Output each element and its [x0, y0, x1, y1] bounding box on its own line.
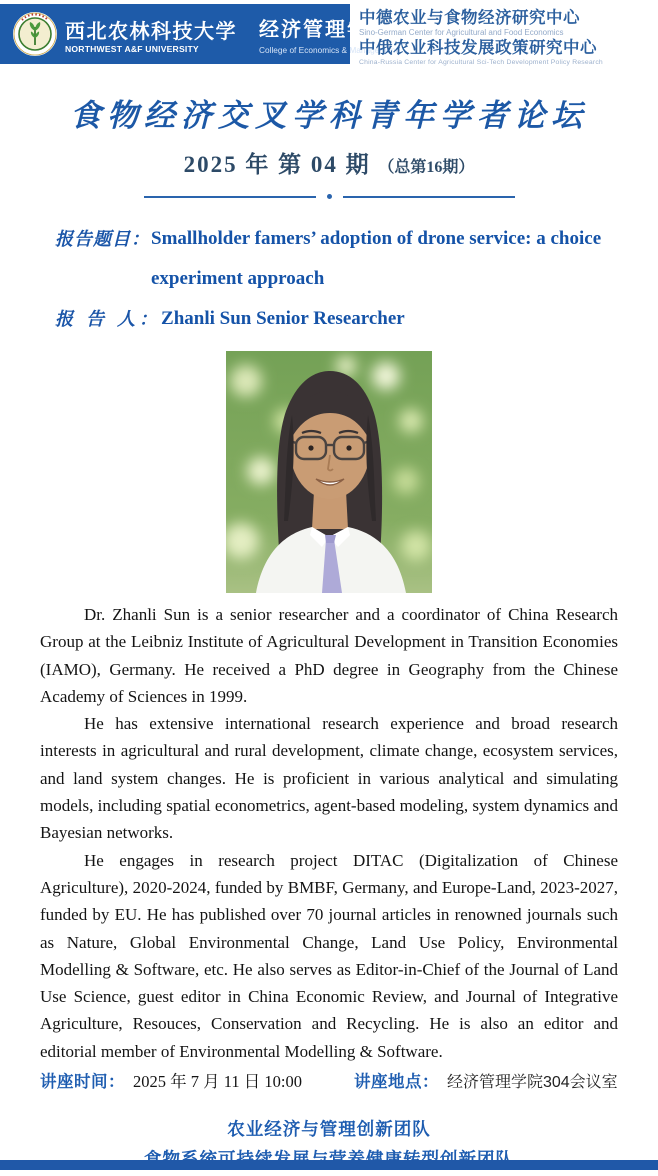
- center1-name-cn: 中德农业与食物经济研究中心: [359, 8, 580, 27]
- divider-line-left: [144, 196, 316, 198]
- research-centers-block: [359, 8, 655, 68]
- lecture-time-label: 讲座时间：: [40, 1073, 125, 1092]
- bio-paragraph-3: He engages in research project DITAC (Digitalization of Chinese Agriculture), 2020-2024, funded by BMBF, Germany, and Europe-Land, 2023-2027, funded by EU. He has published over 70 journal articles in renowned journals such as Nature, Global Environmental Change, Land Use Policy, Environmental Modelling & Software, etc. He also serves as Editor-in-Chief of the Journal of Land Use Science, guest editor in China Economic Review, and Journal of Integrative Agriculture, Resouces, Conservation and Recycling. He is also an editor and editorial member of Environmental Modelling & Software.: [40, 850, 618, 1061]
- schedule-line: [40, 1068, 618, 1092]
- lecture-venue-label: 讲座地点：: [353, 1073, 439, 1092]
- divider-line-right: [343, 196, 515, 198]
- center1-name-en: Sino-German Center for Agricultural and Food Economics: [359, 27, 564, 37]
- divider-dot: [327, 194, 332, 199]
- lecture-time-value: 2025 年 7 月 11 日 10:00: [133, 1072, 302, 1092]
- bio-paragraph-2: He has extensive international research experience and broad research interests in agricultural and rural development, climate change, ecosystem services, and land system changes. He is proficient in various analytical and simulating models, including spatial econometrics, agent-based modeling, system dynamics and Bayesian networks.: [40, 714, 618, 843]
- lecture-venue-value: 经济管理学院304会议室: [446, 1074, 618, 1092]
- university-banner: [0, 4, 398, 64]
- center2-name-cn: 中俄农业科技发展政策研究中心: [359, 38, 597, 58]
- ornamental-divider: [0, 194, 658, 199]
- university-name-cn: 西北农林科技大学: [65, 20, 237, 43]
- biography: [40, 601, 618, 1065]
- header: [0, 0, 658, 66]
- report-speaker-row: [55, 299, 622, 339]
- university-name-en: NORTHWEST A&F UNIVERSITY: [65, 43, 199, 54]
- college-name-en: College of Economics & Management: [259, 45, 398, 55]
- bio-paragraph-1: Dr. Zhanli Sun is a senior researcher and a coordinator of China Research Group at the Leibniz Institute of Agricultural Development in Transition Economies (IAMO), Germany. He received a PhD degree in Geography from the Chinese Academy of Sciences in 1999.: [40, 605, 618, 706]
- center2-name-en: China-Russia Center for Agricultural Sci-Tech Development Policy Research: [359, 58, 603, 66]
- forum-title: 食物经济交叉学科青年学者论坛: [70, 98, 588, 133]
- issue-number: 2025 年 第 04 期: [183, 152, 371, 177]
- university-name-block: [65, 15, 237, 54]
- report-speaker-text: Zhanli Sun Senior Researcher: [161, 308, 405, 329]
- university-logo-icon: [12, 11, 58, 57]
- report-topic-text: Smallholder famers’ adoption of drone service: a choice experiment approach: [151, 228, 602, 289]
- report-topic-label: 报告题目：: [55, 229, 150, 249]
- speaker-photo: [226, 351, 432, 593]
- report-topic-row: [55, 219, 622, 299]
- team-line-1: 农业经济与管理创新团队: [227, 1119, 431, 1140]
- college-name-cn: 经济管理学院: [259, 19, 391, 41]
- report-block: [55, 219, 622, 339]
- bottom-accent-bar: [0, 1160, 658, 1170]
- issue-line: [0, 146, 658, 179]
- report-speaker-label: 报 告 人：: [55, 309, 162, 329]
- issue-note: （总第16期）: [378, 159, 475, 176]
